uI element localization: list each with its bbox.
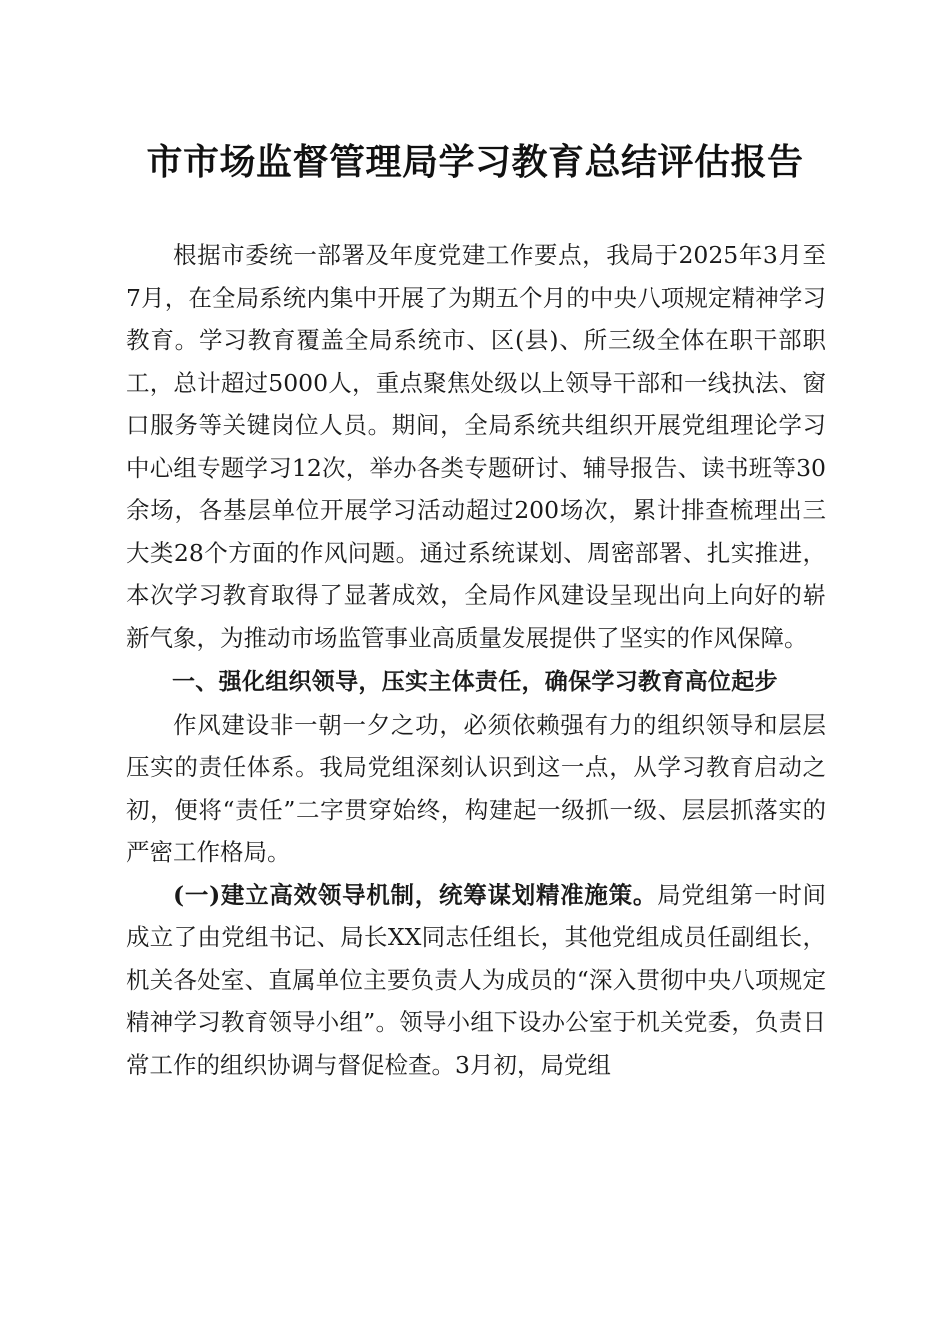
section-heading-1: 一、强化组织领导，压实主体责任，确保学习教育高位起步 (172, 669, 778, 695)
subsection-1-paragraph (126, 874, 826, 1087)
subsection-1-lead: (一)建立高效领导机制，统筹谋划精准施策。 (173, 880, 658, 909)
subsection-1-text: 局党组第一时间成立了由党组书记、局长XX同志任组长，其他党组成员任副组长，机关各处室、直属单位主要负责人为成员的“深入贯彻中央八项规定精神学习教育领导小组”。领导小组下设办公室于机关党委，负责日常工作的组织协调与督促检查。3月初，局党组 (126, 880, 826, 1079)
intro-paragraph: 根据市委统一部署及年度党建工作要点，我局于2025年3月至7月，在全局系统内集中开展了为期五个月的中央八项规定精神学习教育。学习教育覆盖全局系统市、区(县)、所三级全体在职干部职工，总计超过5000人，重点聚焦处级以上领导干部和一线执法、窗口服务等关键岗位人员。期间，全局系统共组织开展党组理论学习中心组专题学习12次，举办各类专题研讨、辅导报告、读书班等30余场，各基层单位开展学习活动超过200场次，累计排查梳理出三大类28个方面的作风问题。通过系统谋划、周密部署、扎实推进，本次学习教育取得了显著成效，全局作风建设呈现出向上向好的崭新气象，为推动市场监管事业高质量发展提供了坚实的作风保障。 (126, 241, 826, 652)
document-body (126, 234, 826, 1086)
document-title: 市市场监督管理局学习教育总结评估报告 (146, 141, 804, 183)
section-1-paragraph: 作风建设非一朝一夕之功，必须依赖强有力的组织领导和层层压实的责任体系。我局党组深刻认识到这一点，从学习教育启动之初，便将“责任”二字贯穿始终，构建起一级抓一级、层层抓落实的严密工作格局。 (126, 710, 826, 866)
